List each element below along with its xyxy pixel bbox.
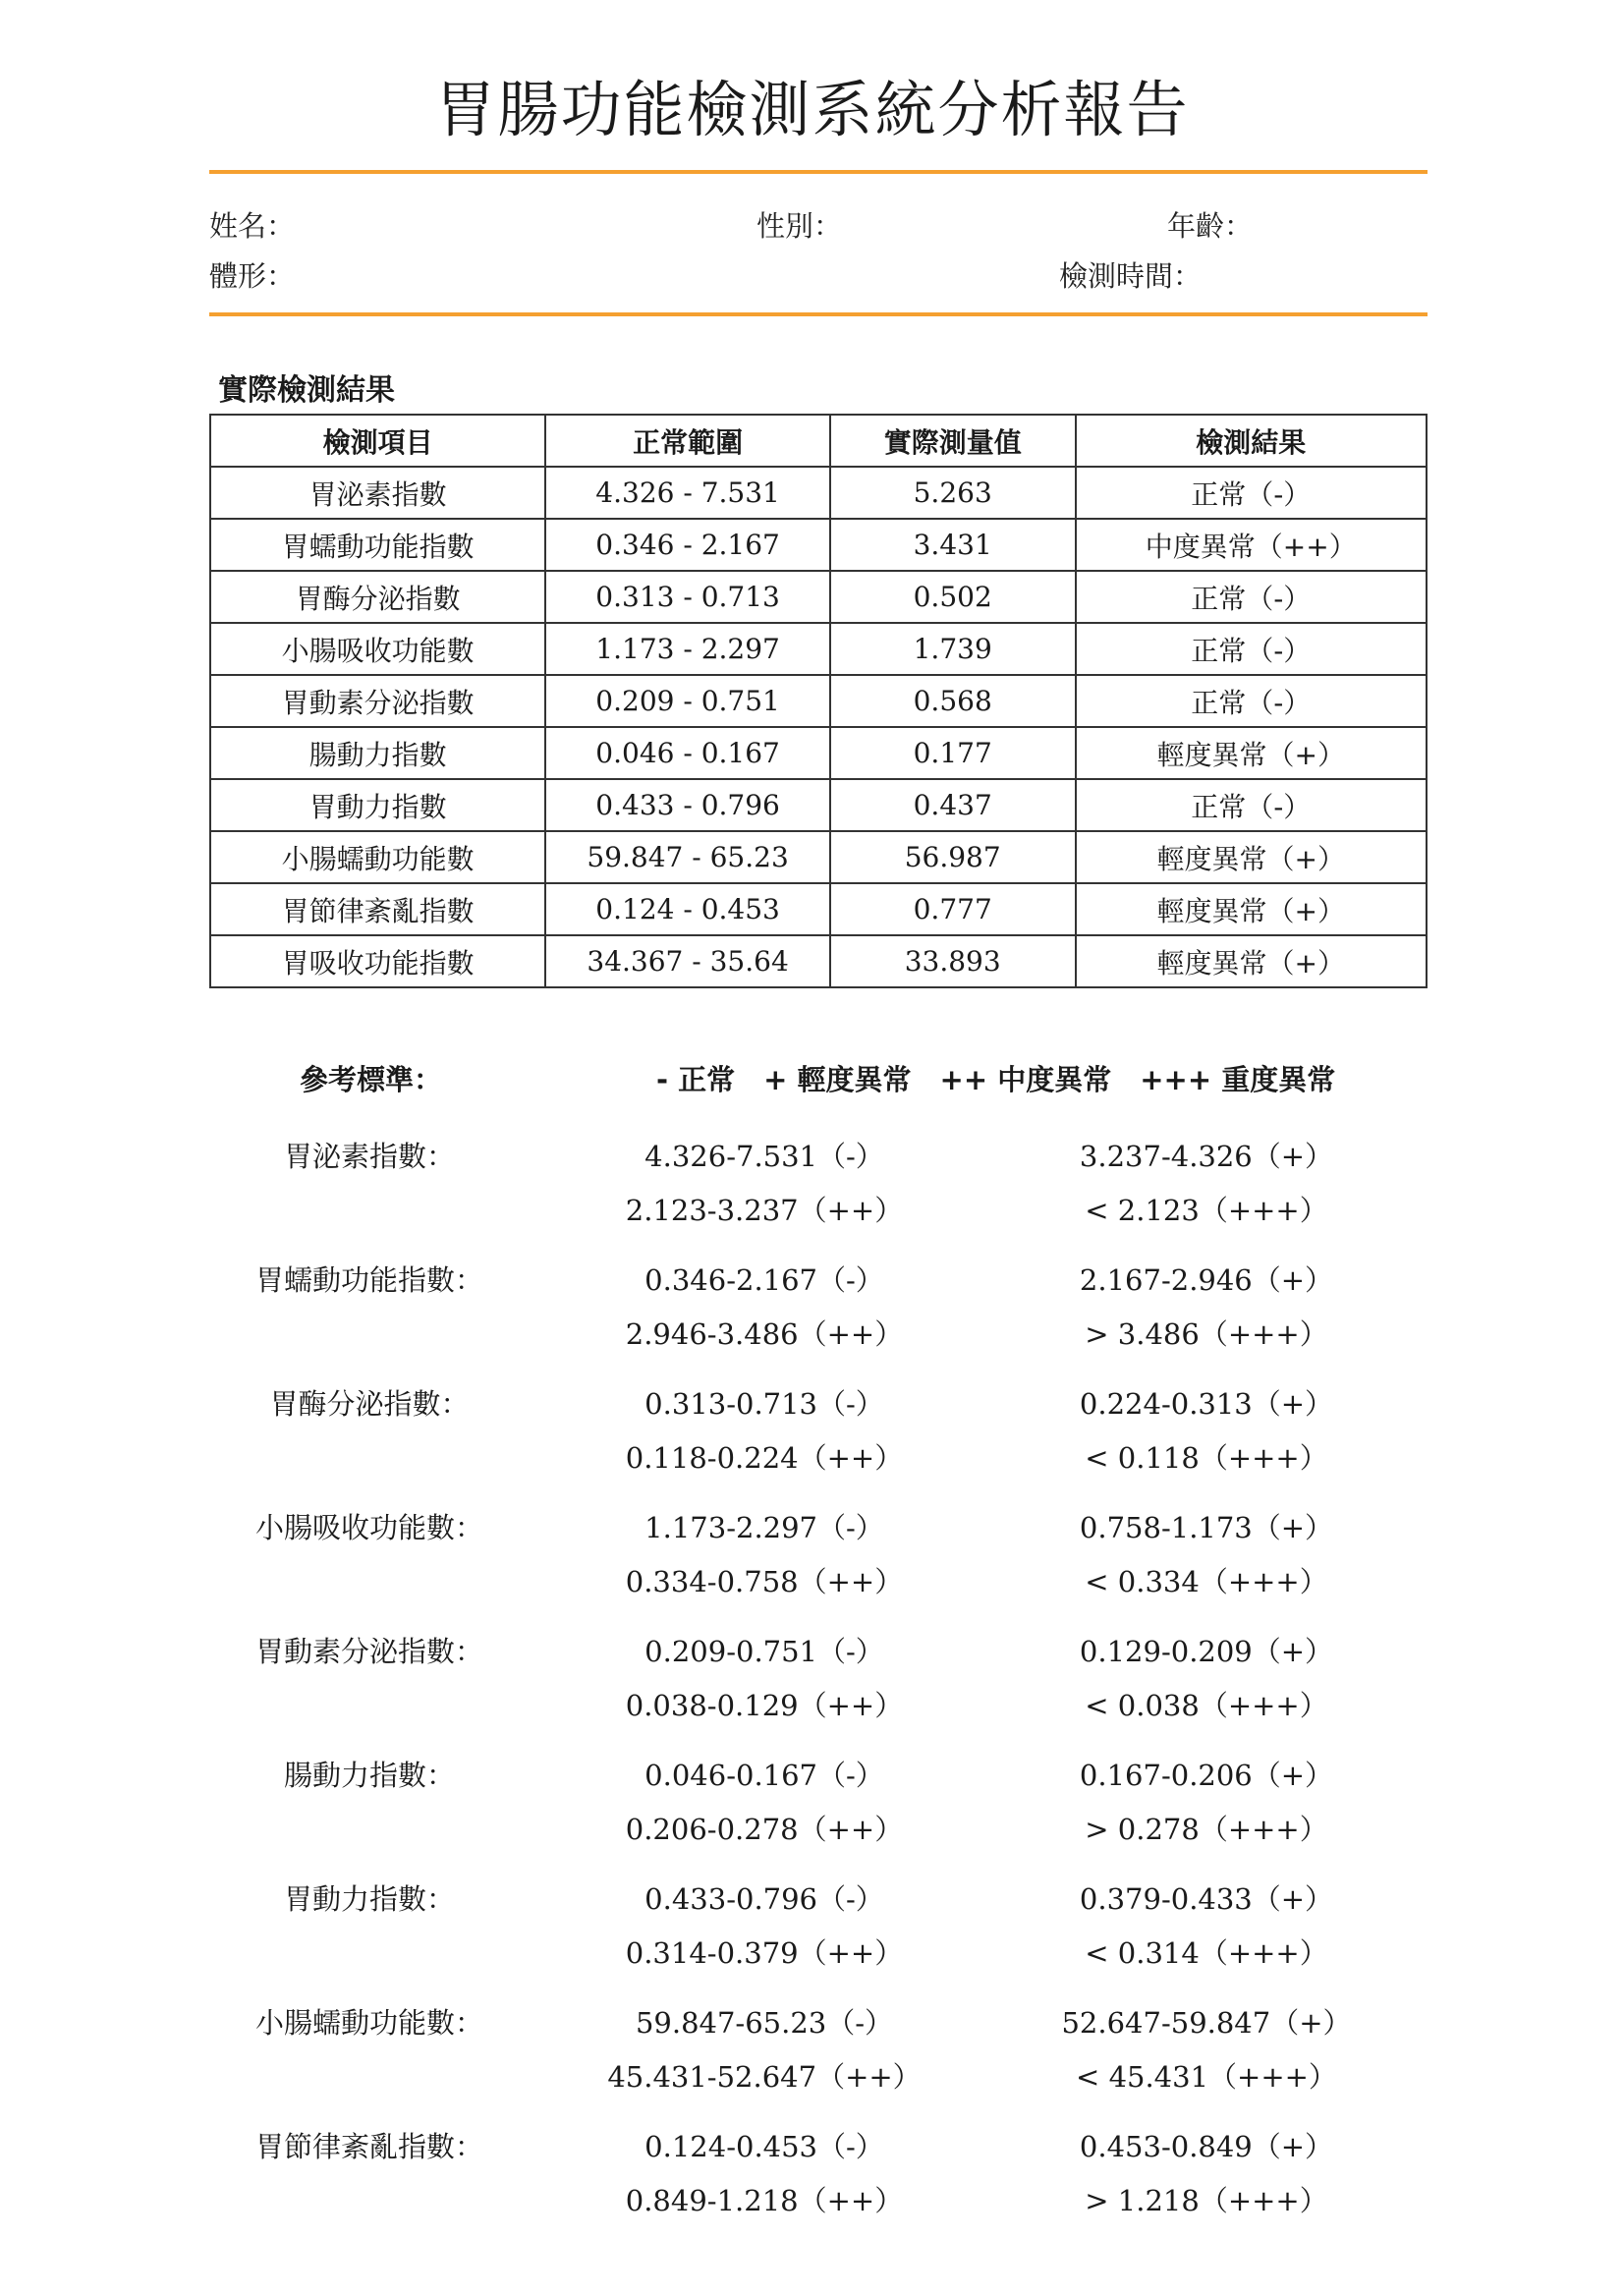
item-name: 胃酶分泌指數 [210, 571, 545, 623]
reference-normal: 0.313-0.713（-） [644, 1387, 884, 1421]
measured-value: 0.777 [830, 883, 1076, 935]
item-name: 胃節律紊亂指數 [210, 883, 545, 935]
age-label: 年齡： [1167, 209, 1254, 243]
reference-normal: 0.046-0.167（-） [644, 1759, 884, 1792]
reference-item-name: 胃節律紊亂指數： [254, 2130, 483, 2163]
item-name: 小腸吸收功能數 [210, 623, 545, 675]
results-section-title: 實際檢測結果 [218, 373, 395, 408]
normal-range: 1.173 - 2.297 [545, 623, 830, 675]
reference-mild: 0.453-0.849（+） [1079, 2130, 1334, 2163]
reference-moderate: 0.849-1.218（++） [625, 2184, 904, 2217]
result-status: 正常（-） [1076, 571, 1427, 623]
reference-moderate: 0.206-0.278（++） [625, 1813, 904, 1846]
table-row [210, 623, 1427, 675]
results-header-row [210, 415, 1427, 467]
measured-value: 1.739 [830, 623, 1076, 675]
result-status: 輕度異常（+） [1076, 935, 1427, 987]
reference-moderate: 45.431-52.647（++） [607, 2060, 922, 2094]
results-table [209, 414, 1428, 988]
reference-moderate: 0.038-0.129（++） [625, 1689, 904, 1722]
normal-range: 0.313 - 0.713 [545, 571, 830, 623]
header-normal-range: 正常範圍 [545, 415, 830, 467]
reference-moderate: 2.946-3.486（++） [625, 1317, 904, 1351]
result-status: 正常（-） [1076, 779, 1427, 831]
item-name: 胃泌素指數 [210, 467, 545, 519]
reference-mild: 0.758-1.173（+） [1079, 1511, 1334, 1544]
reference-severe: > 1.218（+++） [1085, 2184, 1328, 2217]
body-type-label: 體形： [209, 259, 296, 293]
reference-mild: 2.167-2.946（+） [1079, 1263, 1334, 1297]
item-name: 胃吸收功能指數 [210, 935, 545, 987]
normal-range: 34.367 - 35.64 [545, 935, 830, 987]
table-row [210, 675, 1427, 727]
result-status: 輕度異常（+） [1076, 883, 1427, 935]
normal-range: 0.433 - 0.796 [545, 779, 830, 831]
reference-item-name: 胃蠕動功能指數： [254, 1263, 483, 1297]
header-item: 檢測項目 [210, 415, 545, 467]
reference-moderate: 0.314-0.379（++） [625, 1936, 904, 1970]
reference-item-name: 胃動力指數： [283, 1882, 455, 1916]
table-row [210, 727, 1427, 779]
table-row [210, 935, 1427, 987]
measured-value: 5.263 [830, 467, 1076, 519]
table-row [210, 571, 1427, 623]
reference-item-name: 胃泌素指數： [283, 1140, 455, 1173]
reference-normal: 1.173-2.297（-） [644, 1511, 884, 1544]
reference-label: 參考標準： [300, 1063, 443, 1096]
reference-moderate: 0.118-0.224（++） [625, 1441, 904, 1475]
measured-value: 0.568 [830, 675, 1076, 727]
report-title: 胃腸功能檢測系統分析報告 [434, 74, 1190, 145]
measured-value: 33.893 [830, 935, 1076, 987]
reference-normal: 59.847-65.23（-） [635, 2006, 894, 2040]
reference-item-name: 小腸吸收功能數： [254, 1511, 483, 1544]
reference-item-name: 小腸蠕動功能數： [254, 2006, 483, 2040]
header-measured-value: 實際測量值 [830, 415, 1076, 467]
reference-normal: 0.124-0.453（-） [644, 2130, 884, 2163]
measured-value: 56.987 [830, 831, 1076, 883]
item-name: 小腸蠕動功能數 [210, 831, 545, 883]
result-status: 輕度異常（+） [1076, 727, 1427, 779]
table-row [210, 779, 1427, 831]
reference-normal: 0.346-2.167（-） [644, 1263, 884, 1297]
header-result: 檢測結果 [1076, 415, 1427, 467]
result-status: 正常（-） [1076, 623, 1427, 675]
reference-normal: 0.433-0.796（-） [644, 1882, 884, 1916]
table-row [210, 467, 1427, 519]
normal-range: 59.847 - 65.23 [545, 831, 830, 883]
header-rule-bottom [209, 312, 1428, 316]
reference-mild: 0.379-0.433（+） [1079, 1882, 1334, 1916]
table-row [210, 831, 1427, 883]
reference-severe: < 0.314（+++） [1085, 1936, 1328, 1970]
result-status: 輕度異常（+） [1076, 831, 1427, 883]
normal-range: 0.346 - 2.167 [545, 519, 830, 571]
result-status: 中度異常（++） [1076, 519, 1427, 571]
reference-item-name: 腸動力指數： [283, 1759, 455, 1792]
header-rule-top [209, 170, 1428, 174]
reference-mild: 0.167-0.206（+） [1079, 1759, 1334, 1792]
normal-range: 0.046 - 0.167 [545, 727, 830, 779]
item-name: 腸動力指數 [210, 727, 545, 779]
reference-mild: 0.129-0.209（+） [1079, 1635, 1334, 1668]
test-time-label: 檢測時間： [1059, 259, 1203, 293]
result-status: 正常（-） [1076, 467, 1427, 519]
normal-range: 0.209 - 0.751 [545, 675, 830, 727]
normal-range: 0.124 - 0.453 [545, 883, 830, 935]
item-name: 胃動素分泌指數 [210, 675, 545, 727]
reference-item-name: 胃酶分泌指數： [269, 1387, 470, 1421]
reference-severe: < 0.118（+++） [1085, 1441, 1328, 1475]
reference-mild: 0.224-0.313（+） [1079, 1387, 1334, 1421]
reference-normal: 0.209-0.751（-） [644, 1635, 884, 1668]
result-status: 正常（-） [1076, 675, 1427, 727]
reference-mild: 3.237-4.326（+） [1079, 1140, 1334, 1173]
table-row [210, 519, 1427, 571]
reference-legend: - 正常 + 輕度異常 ++ 中度異常 +++ 重度異常 [656, 1063, 1336, 1096]
item-name: 胃蠕動功能指數 [210, 519, 545, 571]
measured-value: 0.177 [830, 727, 1076, 779]
measured-value: 3.431 [830, 519, 1076, 571]
reference-severe: > 0.278（+++） [1085, 1813, 1328, 1846]
reference-normal: 4.326-7.531（-） [644, 1140, 884, 1173]
reference-severe: < 0.334（+++） [1085, 1565, 1328, 1598]
reference-mild: 52.647-59.847（+） [1061, 2006, 1352, 2040]
reference-severe: > 3.486（+++） [1085, 1317, 1328, 1351]
reference-severe: < 0.038（+++） [1085, 1689, 1328, 1722]
reference-severe: < 45.431（+++） [1076, 2060, 1337, 2094]
reference-moderate: 2.123-3.237（++） [625, 1194, 904, 1227]
name-label: 姓名： [209, 209, 296, 243]
item-name: 胃動力指數 [210, 779, 545, 831]
table-row [210, 883, 1427, 935]
measured-value: 0.502 [830, 571, 1076, 623]
gender-label: 性別： [756, 209, 843, 243]
normal-range: 4.326 - 7.531 [545, 467, 830, 519]
reference-severe: < 2.123（+++） [1085, 1194, 1328, 1227]
reference-moderate: 0.334-0.758（++） [625, 1565, 904, 1598]
measured-value: 0.437 [830, 779, 1076, 831]
reference-item-name: 胃動素分泌指數： [254, 1635, 483, 1668]
